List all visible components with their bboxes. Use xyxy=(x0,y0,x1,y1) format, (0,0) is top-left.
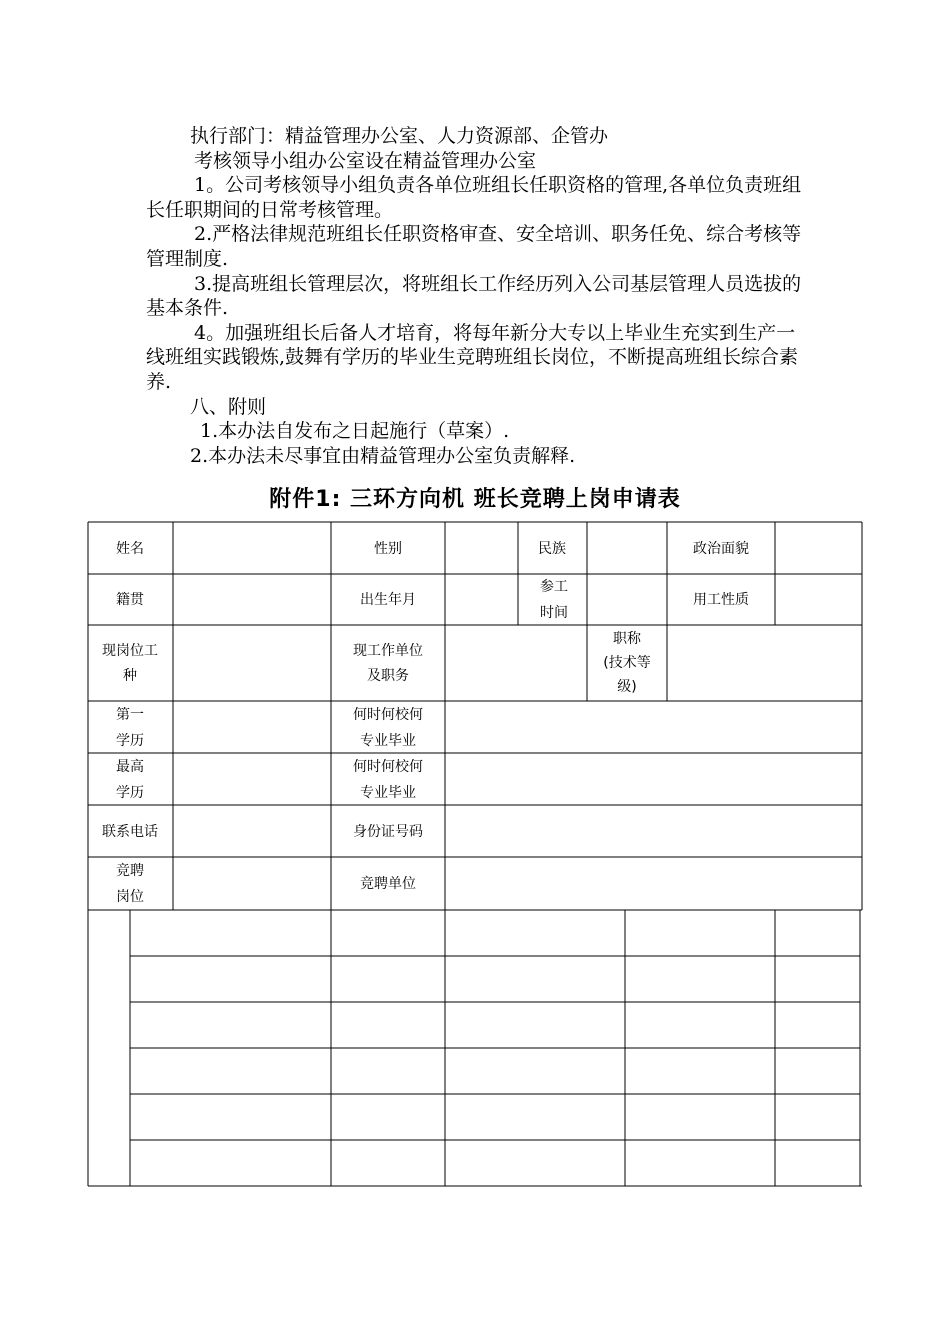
label-grad-first-line2: 专业毕业 xyxy=(360,733,416,749)
paragraph-item-4: 4。加强班组长后备人才培育，将每年新分大专以上毕业生充实到生产一线班组实践锻炼,鼓舞有学历的毕业生竞聘班组长岗位，不断提高班组长综合素养. xyxy=(146,321,799,393)
paragraph-office: 考核领导小组办公室设在精益管理办公室 xyxy=(194,149,537,172)
label-native-place: 籍贯 xyxy=(116,592,144,608)
label-title-line2: (技术等 xyxy=(603,655,651,671)
label-first-edu-line2: 学历 xyxy=(116,733,144,749)
label-applied-post-line2: 岗位 xyxy=(116,889,144,905)
label-phone: 联系电话 xyxy=(102,824,158,840)
paragraph-rule-1: 1.本办法自发布之日起施行（草案）. xyxy=(200,420,510,443)
paragraph-item-2: 2.严格法律规范班组长任职资格审查、安全培训、职务任免、综合考核等管理制度. xyxy=(146,223,802,270)
label-current-post-line2: 种 xyxy=(123,668,137,684)
label-political-status: 政治面貌 xyxy=(693,541,749,557)
label-highest-edu-line1: 最高 xyxy=(116,759,144,775)
label-employment-type: 用工性质 xyxy=(693,592,749,608)
label-work-start-line2: 时间 xyxy=(540,605,568,621)
paragraph-rule-2: 2.本办法未尽事宜由精益管理办公室负责解释. xyxy=(190,444,576,467)
section-heading-appendix-rules: 八、附则 xyxy=(190,395,267,418)
paragraph-item-1: 1。公司考核领导小组负责各单位班组长任职资格的管理,各单位负责班组长任职期间的日常考核管理。 xyxy=(146,174,802,221)
label-title-line1: 职称 xyxy=(613,631,641,647)
label-gender: 性别 xyxy=(374,541,402,557)
label-grad-first-line1: 何时何校何 xyxy=(353,707,423,723)
label-ethnicity: 民族 xyxy=(538,541,566,557)
label-grad-highest-line2: 专业毕业 xyxy=(360,785,416,801)
label-first-edu-line1: 第一 xyxy=(116,707,144,723)
label-birth-date: 出生年月 xyxy=(360,592,416,608)
label-highest-edu-line2: 学历 xyxy=(116,785,144,801)
label-applied-post-line1: 竞聘 xyxy=(116,863,144,879)
form-title: 附件1: 三环方向机 班长竞聘上岗申请表 xyxy=(269,487,681,512)
paragraph-departments: 执行部门：精益管理办公室、人力资源部、企管办 xyxy=(190,125,609,147)
label-work-start-line1: 参工 xyxy=(540,579,568,595)
label-current-unit-line1: 现工作单位 xyxy=(353,643,423,659)
label-current-post-line1: 现岗位工 xyxy=(102,643,158,659)
paragraph-item-3: 3.提高班组长管理层次，将班组长工作经历列入公司基层管理人员选拔的基本条件. xyxy=(146,272,802,320)
label-title-line3: 级) xyxy=(617,679,637,695)
label-applied-unit: 竞聘单位 xyxy=(360,876,416,892)
label-grad-highest-line1: 何时何校何 xyxy=(353,759,423,775)
label-id-number: 身份证号码 xyxy=(353,824,423,840)
label-current-unit-line2: 及职务 xyxy=(367,668,409,684)
label-name: 姓名 xyxy=(116,541,144,557)
